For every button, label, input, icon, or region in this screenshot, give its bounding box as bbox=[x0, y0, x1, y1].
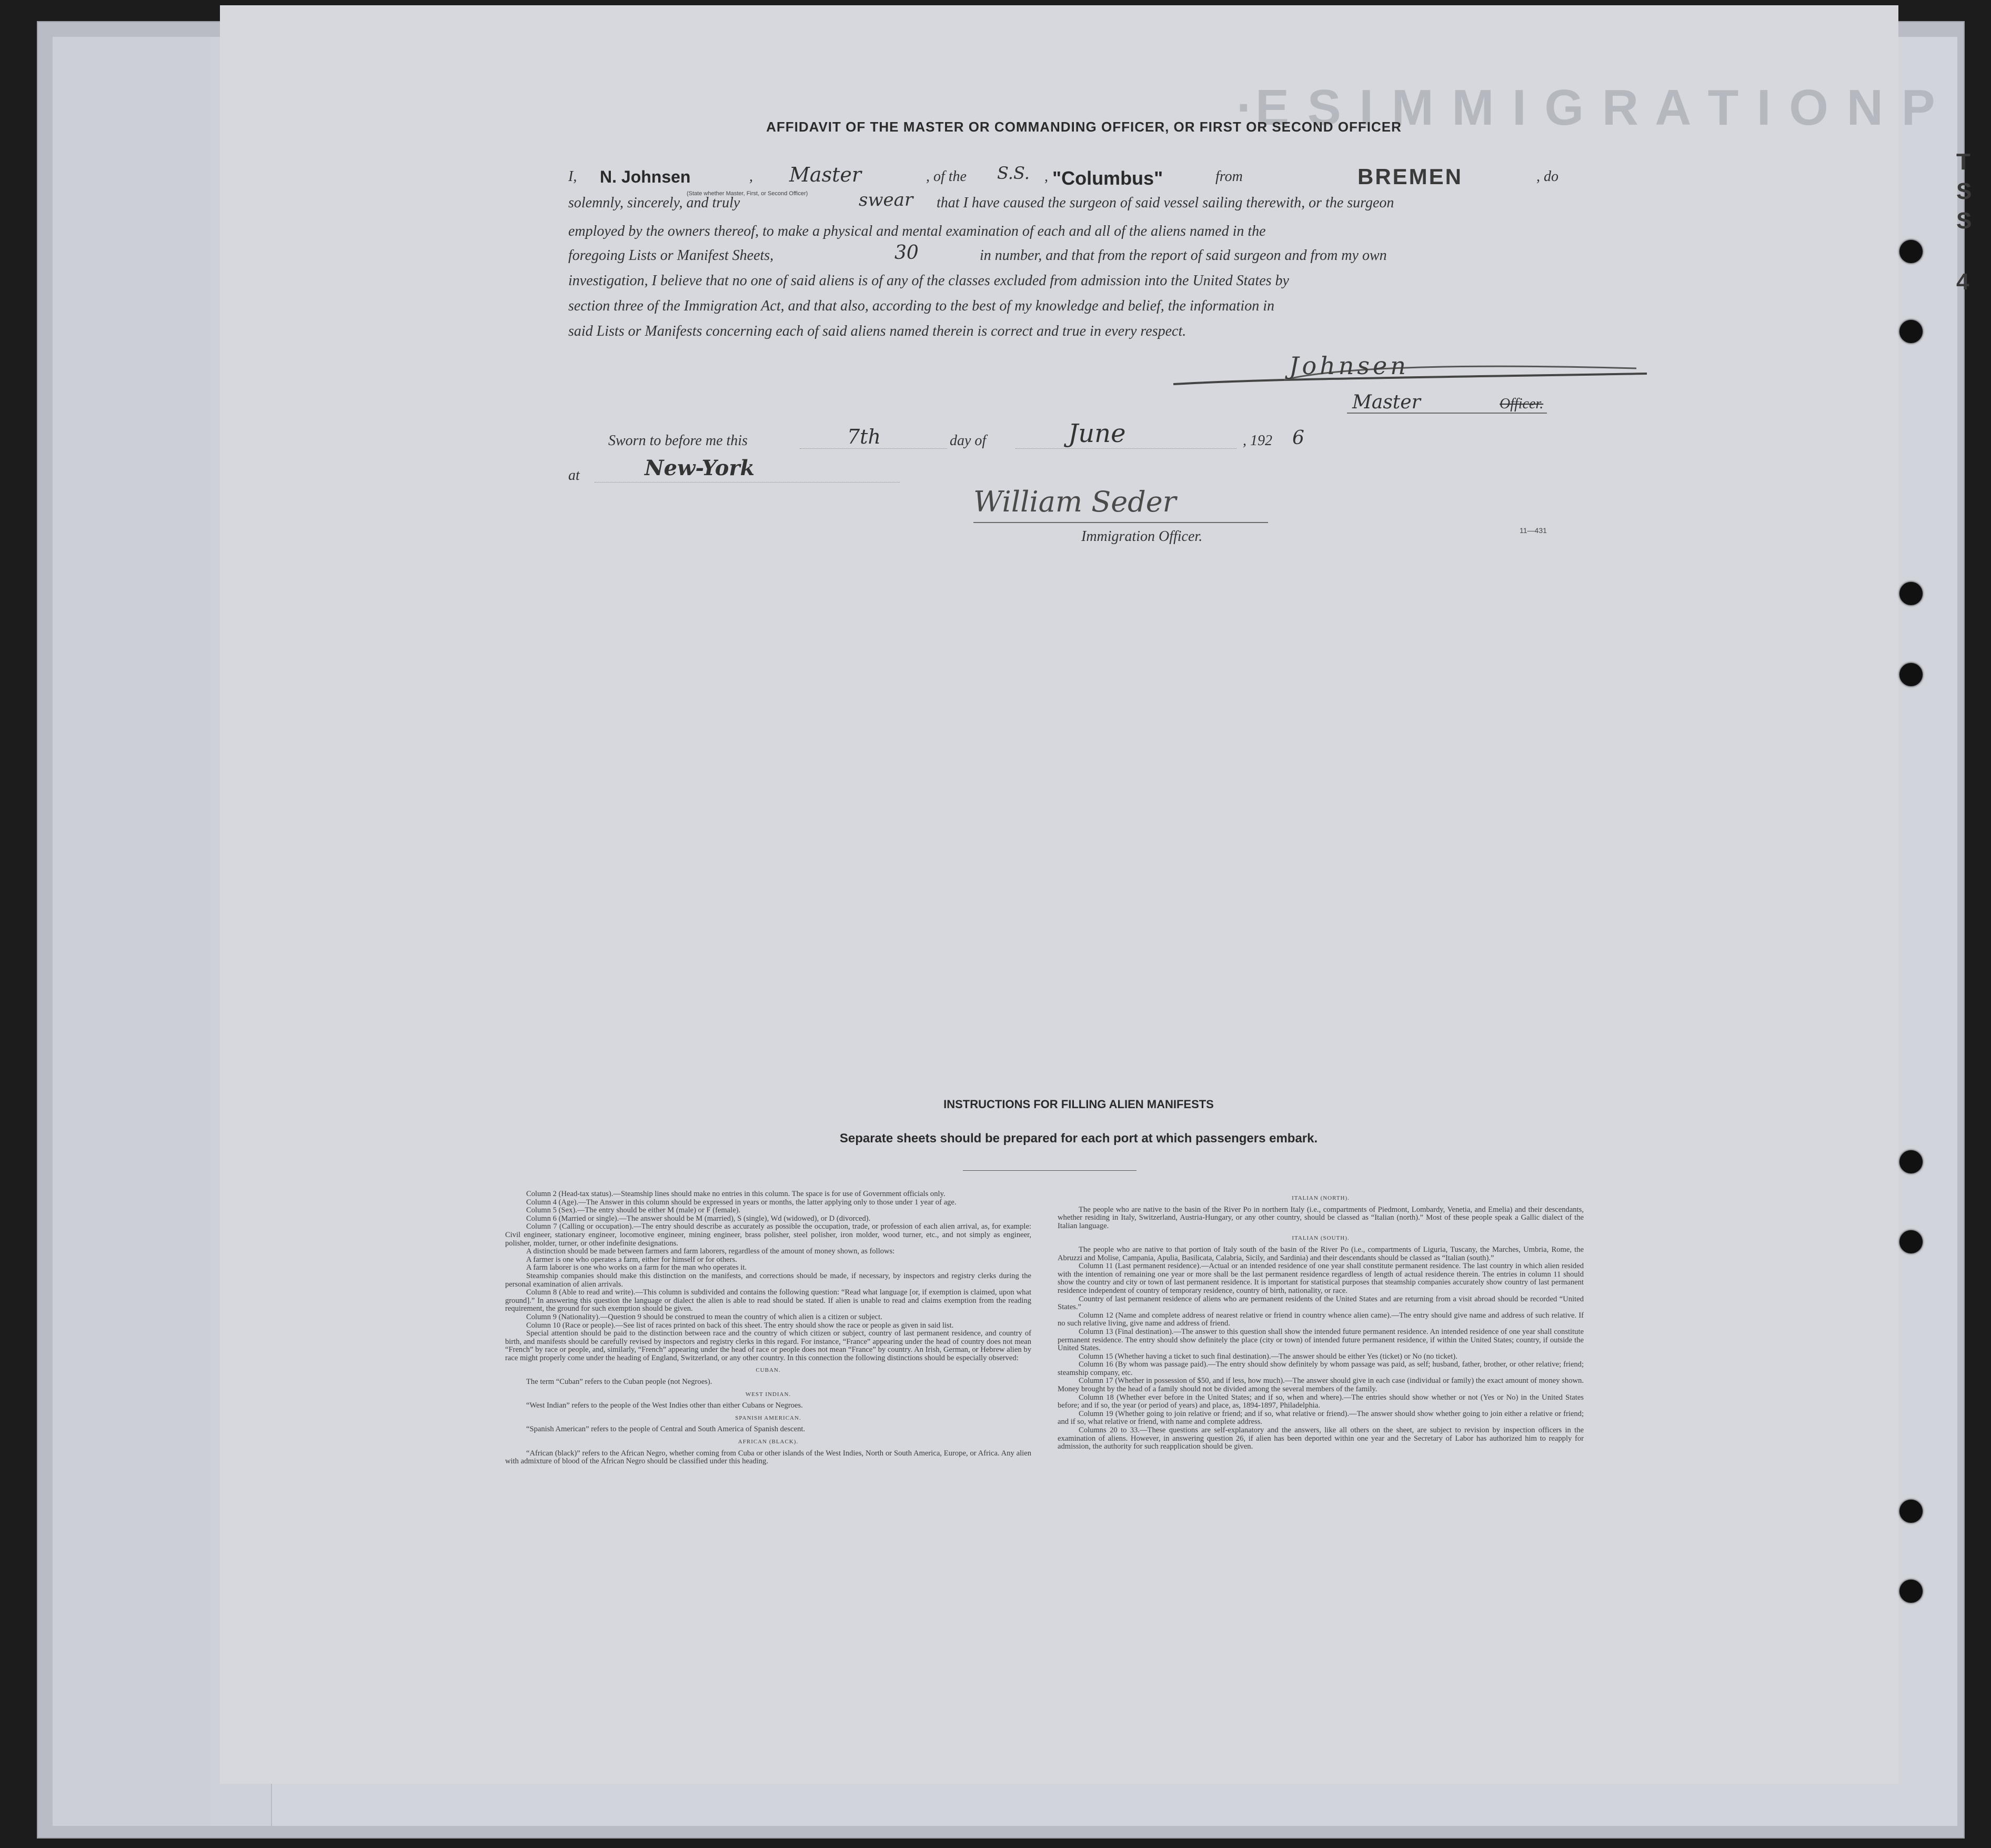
officer-signature: William Seder bbox=[973, 485, 1176, 518]
section-heading-italian-south: ITALIAN (SOUTH). bbox=[1292, 1235, 1350, 1242]
master-rank: Master bbox=[789, 163, 861, 186]
instruction-paragraph: Column 2 (Head-tax status).—Steamship lines should make no entries in this column. The space is for use of Government officials only. bbox=[526, 1190, 946, 1198]
month-underline bbox=[1015, 448, 1236, 449]
place-underline bbox=[595, 482, 900, 483]
instruction-paragraph: Column 8 (Able to read and write).—This column is subdivided and contains the following question: “Read what language [or, if exemption is claimed, upon what ground].” In answering this question the language or dialect the alien is able to read should be stated. If alien is unable to read and claims exemption from the reading requirement, the ground for such exemption should be given. bbox=[505, 1288, 1031, 1313]
punch-hole bbox=[1899, 320, 1923, 343]
instruction-paragraph: Column 18 (Whether ever before in the United States; and if so, when and where).—The entries should show whether or not (Yes or No) in the United States before; and if so, the year (or period of years) and place, as, 1894-1897, Philadelphia. bbox=[1058, 1393, 1584, 1410]
oath-word: swear bbox=[859, 189, 913, 210]
day-of-label: day of bbox=[950, 433, 987, 449]
instruction-paragraph: The people who are native to the basin of the River Po in northern Italy (i.e., compartments of Piedmont, Lombardy, Venetia, and Emelia) and their descendants, whether residing in Italy, Switzerland, Austria-Hungary, or any other country, should be classed as “Italian (north).” Most of these people speak a Gallic dialect of the Italian language. bbox=[1058, 1205, 1584, 1230]
instruction-paragraph: Column 10 (Race or people).—See list of races printed on back of this sheet. The entry should show the race or people as given in said list. bbox=[526, 1321, 954, 1330]
section-heading-spanish-american: SPANISH AMERICAN. bbox=[735, 1414, 801, 1421]
sworn-place: New-York bbox=[645, 456, 755, 480]
affidavit-line-6: section three of the Immigration Act, and that also, according to the best of my knowledge and belief, the information in bbox=[568, 298, 1274, 314]
master-name: N. Johnsen bbox=[600, 167, 691, 186]
instruction-paragraph: The term “Cuban” refers to the Cuban people (not Negroes). bbox=[526, 1378, 712, 1387]
day-underline bbox=[800, 448, 947, 449]
instruction-paragraph: Column 15 (Whether having a ticket to such final destination).—The answer should be either Yes (ticket) or No (no ticket). bbox=[1079, 1352, 1457, 1361]
instruction-paragraph: Column 5 (Sex).—The entry should be either M (male) or F (female). bbox=[526, 1206, 741, 1215]
punch-hole bbox=[1899, 663, 1923, 686]
year-digit: 6 bbox=[1292, 427, 1304, 449]
punch-hole bbox=[1899, 1230, 1923, 1253]
instruction-paragraph: “West Indian” refers to the people of the West Indies other than either Cubans or Negroes. bbox=[526, 1401, 803, 1410]
of-the-label: , of the bbox=[926, 168, 967, 185]
instruction-paragraph: Column 16 (By whom was passage paid).—The entry should show definitely by whom passage was paid, as self; husband, father, brother, or other relative; friend; steamship company, etc. bbox=[1058, 1360, 1584, 1377]
instruction-paragraph: Special attention should be paid to the distinction between race and the country of which citizen or subject, country of last permanent residence, and country of birth, and manifests should be carefully revised by inspectors and registry clerks in this regard. For instance, “France” appearing under the head of country does not mean “French” by race or people, and, similarly, “French” appearing under the head of race or people does not mean “France” by country. An Irish, German, or Hebrew alien by race might properly come under the heading of England, Switzerland, or any other country. In this connection the following distinctions should be especially observed: bbox=[505, 1329, 1031, 1362]
affidavit-line-2b: that I have caused the surgeon of said vessel sailing therewith, or the surgeon bbox=[937, 195, 1394, 211]
instruction-paragraph: A farmer is one who operates a farm, either for himself or for others. bbox=[526, 1255, 737, 1264]
sworn-label: Sworn to before me this bbox=[608, 433, 748, 449]
affidavit-line-7: said Lists or Manifests concerning each of said aliens named therein is correct and true in every respect. bbox=[568, 323, 1186, 339]
from-label: from bbox=[1215, 168, 1243, 185]
instruction-paragraph: Steamship companies should make this distinction on the manifests, and corrections should be made, if necessary, by inspectors and registry clerks during the personal examination of alien arrivals. bbox=[505, 1271, 1031, 1289]
instruction-paragraph: Column 9 (Nationality).—Question 9 should be construed to mean the country of which alien is a citizen or subject. bbox=[526, 1312, 882, 1321]
year-prefix: , 192 bbox=[1243, 433, 1272, 449]
instructions-right-column bbox=[1058, 1190, 1584, 1451]
do-label: , do bbox=[1536, 168, 1558, 185]
affidavit-line-2: solemnly, sincerely, and truly bbox=[568, 195, 740, 211]
officer-caption: Immigration Officer. bbox=[1081, 528, 1203, 545]
instructions-subtitle: Separate sheets should be prepared for each port at which passengers embark. bbox=[839, 1131, 1318, 1146]
punch-hole bbox=[1899, 1580, 1923, 1603]
struck-officer-word: Officer. bbox=[1500, 396, 1544, 412]
departure-port: BREMEN bbox=[1358, 164, 1463, 189]
section-heading-italian-north: ITALIAN (NORTH). bbox=[1292, 1195, 1350, 1201]
bleed-through-text: ·E S I M M I G R A T I O N P bbox=[1236, 79, 1937, 136]
signer-title: Master bbox=[1352, 391, 1421, 413]
instructions-left-column bbox=[505, 1190, 1031, 1466]
instructions-title: INSTRUCTIONS FOR FILLING ALIEN MANIFESTS bbox=[943, 1098, 1214, 1111]
section-heading-west-indian: WEST INDIAN. bbox=[745, 1391, 791, 1398]
master-signature: Johnsen bbox=[1289, 351, 1409, 380]
sworn-month: June bbox=[1068, 419, 1126, 448]
punch-hole bbox=[1899, 1150, 1923, 1173]
instruction-paragraph: Column 17 (Whether in possession of $50, and if less, how much).—The answer should give in each case (individual or family) the exact amount of money shown. Money brought by the head of a family should not be divided among the several members of the family. bbox=[1058, 1377, 1584, 1394]
manifest-page bbox=[220, 5, 1898, 1784]
instruction-paragraph: A farm laborer is one who works on a farm for the man who operates it. bbox=[526, 1263, 747, 1272]
instruction-paragraph: Column 4 (Age).—The Answer in this column should be expressed in years or months, the latter applying only to those under 1 year of age. bbox=[526, 1198, 957, 1207]
affidavit-line-4: foregoing Lists or Manifest Sheets, bbox=[568, 247, 774, 264]
affidavit-title: AFFIDAVIT OF THE MASTER OR COMMANDING OFFICER, OR FIRST OR SECOND OFFICER bbox=[766, 119, 1402, 135]
edge-letters: T S S 4 bbox=[1956, 149, 1972, 295]
rank-caption: (State whether Master, First, or Second Officer) bbox=[687, 190, 808, 197]
instruction-paragraph: Country of last permanent residence of aliens who are permanent residents of the United States and are returning from a visit abroad should be recorded “United States.” bbox=[1058, 1294, 1584, 1312]
vessel-name: "Columbus" bbox=[1052, 167, 1163, 189]
instruction-paragraph: Column 13 (Final destination).—The answer to this question shall show the intended future permanent residence. An intended residence of one year shall constitute permanent residence. The entry should show definitely the place (city or town) of intended future permanent residence, if within the United States; country, if outside the United States. bbox=[1058, 1327, 1584, 1353]
at-label: at bbox=[568, 467, 580, 484]
instructions-divider bbox=[963, 1170, 1137, 1171]
master-signature-strokes bbox=[1173, 347, 1663, 395]
sworn-day: 7th bbox=[847, 425, 881, 448]
signature-line bbox=[1347, 413, 1547, 414]
form-number: 11—431 bbox=[1520, 526, 1547, 535]
punch-hole bbox=[1899, 240, 1923, 263]
section-heading-african: AFRICAN (BLACK). bbox=[738, 1439, 799, 1445]
section-heading-cuban: CUBAN. bbox=[756, 1367, 781, 1374]
affidavit-line-4b: in number, and that from the report of said surgeon and from my own bbox=[980, 247, 1387, 264]
instruction-paragraph: “Spanish American” refers to the people of Central and South America of Spanish descent. bbox=[526, 1425, 806, 1434]
punch-hole bbox=[1899, 582, 1923, 605]
instruction-paragraph: Column 12 (Name and complete address of nearest relative or friend in country whence alien came).—The entry should give name and address of such relative. If no such relative living, give name and address of friend. bbox=[1058, 1311, 1584, 1328]
instruction-paragraph: Column 11 (Last permanent residence).—Actual or an intended residence of one year shall constitute permanent residence. The last country in which alien resided with the intention of remaining one year or more shall be the last permanent residence regardless of length of actual residence therein. The entries in column 11 should show the country and city or town of last permanent residence. It is important for statistical purposes that steamship companies accurately show country of last permanent residence independent of country of temporary residence, country of birth, nationality, or race. bbox=[1058, 1262, 1584, 1295]
officer-signature-line bbox=[973, 522, 1268, 523]
instruction-paragraph: The people who are native to that portion of Italy south of the basin of the River Po (i.e., compartments of Liguria, Tuscany, the Marches, Umbria, Rome, the Abruzzi and Molise, Campania, Apulia, Basilicata, Calabria, Sicily, and Sardinia) and their descendants should be classed as “Italian (south).” bbox=[1058, 1245, 1584, 1262]
affidavit-line-3: employed by the owners thereof, to make a physical and mental examination of each and all of the aliens named in the bbox=[568, 223, 1266, 239]
punch-hole bbox=[1899, 1500, 1923, 1523]
instruction-paragraph: A distinction should be made between farmers and farm laborers, regardless of the amount of money shown, as follows: bbox=[526, 1247, 895, 1256]
instruction-paragraph: Column 7 (Calling or occupation).—The entry should describe as accurately as possible the occupation, trade, or profession of each alien arrival, as, for example: Civil engineer, stationary engineer, locomotive engineer, mining engineer, brass polisher, steel polisher, iron molder, wood turner, etc., and not simply as engineer, polisher, molder, turner, or other indefinite designations. bbox=[505, 1222, 1031, 1248]
instruction-paragraph: Columns 20 to 33.—These questions are self-explanatory and the answers, like all others on the sheet, are subject to revision by inspection officers in the examination of aliens. However, in answering question 26, if alien has been deported within one year and the Secretary of Labor has authorized him to reapply for admission, the authority for such reapplication should be given. bbox=[1058, 1426, 1584, 1451]
instruction-paragraph: “African (black)” refers to the African Negro, whether coming from Cuba or other islands of the West Indies, North or South America, Europe, or Africa. Any alien with admixture of blood of the African Negro should be classified under this heading. bbox=[505, 1449, 1031, 1466]
affidavit-line-5: investigation, I believe that no one of said aliens is of any of the classes excluded from admission into the United States by bbox=[568, 273, 1289, 289]
ss-abbrev: S.S. bbox=[997, 163, 1030, 183]
instruction-paragraph: Column 6 (Married or single).—The answer should be M (married), S (single), Wd (widowed), or D (divorced). bbox=[526, 1214, 871, 1223]
instruction-paragraph: Column 19 (Whether going to join relative or friend; and if so, what relative or friend).—The answer should show whether going to join either a relative or friend; and if so, what relative or friend, with name and complete address. bbox=[1058, 1409, 1584, 1427]
sheet-count: 30 bbox=[894, 242, 919, 264]
